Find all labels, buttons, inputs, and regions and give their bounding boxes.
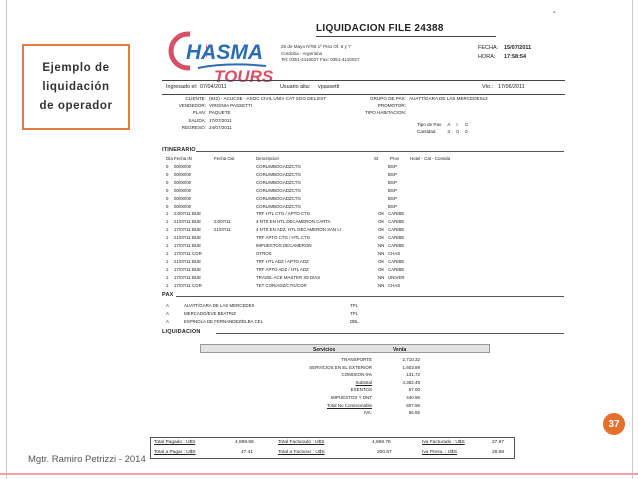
- liquidation-line-value: 440.96: [406, 395, 420, 400]
- fecha-label: FECHA:: [478, 45, 499, 51]
- pax-cell-code: TPL: [350, 311, 359, 316]
- pax-col-i: I: [456, 122, 458, 127]
- client-block: [162, 95, 326, 131]
- itinerary-cell-in: 00/00/00: [174, 164, 192, 169]
- itinerary-cell-in: 24/07/11 BUE: [174, 211, 202, 217]
- scan-speck: ▪: [553, 10, 556, 16]
- itinerary-cell-dia: 0: [166, 203, 169, 209]
- itinerary-cell-dia: 1: [166, 274, 169, 280]
- cantidad-label: Cantidad: [417, 129, 436, 134]
- itin-col-prov: Prov: [390, 156, 400, 161]
- liquidation-line-value: 56.55: [408, 410, 420, 416]
- itinerary-cell-prov: CARIBE: [388, 227, 405, 233]
- ingreso-bar: [162, 80, 565, 95]
- itinerary-cell-in: 17/07/11 COR: [174, 282, 202, 288]
- liquidation-line-value: 4,382.49: [402, 379, 420, 385]
- itinerary-cell-in: 17/07/11 COR: [174, 250, 202, 256]
- itinerary-cell-in: 21/07/11 BUE: [174, 258, 202, 264]
- itin-col-fecha-out: Fecha Out: [214, 156, 235, 161]
- liquidation-line-value: 2,710.32: [402, 357, 420, 362]
- itinerary-cell-in: 21/07/11 BUE: [174, 235, 202, 241]
- pax-cell-code: DBL: [350, 319, 359, 324]
- itinerary-cell-prov: UNIVER: [388, 274, 405, 280]
- total-a-facturar-value: 200.67: [377, 450, 392, 455]
- itinerary-cell-in: 21/07/11 BUE: [174, 219, 202, 225]
- pax-type-table: [414, 121, 471, 135]
- itinerary-cell-in: 00/00/00: [174, 179, 192, 185]
- pax-cell-tipo: A: [166, 319, 169, 324]
- itinerary-cell-in: 17/07/11 BUE: [174, 274, 202, 280]
- total-facturado-label: Total Facturado : U$S: [278, 440, 325, 445]
- itin-col-hotel: Hotel - Cat - Comida: [410, 156, 451, 161]
- itinerary-cell-dia: 0: [166, 187, 169, 193]
- date-block: [478, 44, 531, 62]
- itinerary-cell-desc: CORLIMBOGADZCTG: [256, 187, 301, 193]
- pax-label: PAX: [162, 292, 174, 298]
- itinerary-cell-in: 17/07/11 BUE: [174, 243, 202, 248]
- grupo-value: AUATT/GARA DE LAS MERCEDESx3: [409, 96, 488, 101]
- pax-val-a: 3: [447, 129, 450, 134]
- itinerary-cell-out: 24/07/11: [214, 219, 231, 225]
- pax-cell-name: ESPINOLA DE FERNANDEZ/ELBA CEL: [184, 319, 264, 324]
- liquidation-panel: [200, 344, 490, 424]
- ingresado-value: 07/04/2011: [200, 84, 227, 90]
- pax-val-c: 0: [464, 129, 468, 134]
- salida-value: 17/07/2011: [209, 117, 232, 123]
- itinerary-cell-desc: TRF APTO ADZ / HTL ADZ: [256, 266, 309, 272]
- cliente-value: (942) - ACUCSE - ASOC CIVIL UNIV CAT SGO DEL EST: [209, 96, 327, 101]
- itinerary-cell-desc: CORLIMBOGADZCTG: [256, 171, 301, 177]
- itinerary-cell-st: OK: [378, 266, 385, 272]
- liquidation-header: [200, 344, 490, 353]
- itinerary-cell-desc: TRF HTL ADZ / APTO ADZ: [256, 258, 309, 264]
- liquidation-line-label: TRANSPORTE: [341, 357, 372, 362]
- vendedor-label: VENDEDOR:: [178, 103, 206, 109]
- pax-col-c: C: [464, 122, 469, 127]
- itinerary-cell-st: OK: [378, 227, 385, 233]
- itinerary-cell-prov: CARIBE: [388, 211, 405, 217]
- itinerary-cell-st: OK: [378, 235, 385, 241]
- itin-col-st: St: [374, 156, 379, 161]
- usuario-value: vpassetti: [318, 84, 340, 90]
- itinerary-cell-dia: 0: [166, 164, 169, 169]
- itinerary-cell-prov: BSP: [388, 171, 397, 177]
- liquidation-line-value: 131.72: [406, 372, 420, 378]
- pax-cell-name: MERCADO/EVE BEATRIZ: [184, 311, 236, 316]
- total-facturado-value: 4,669.78: [372, 440, 391, 445]
- itinerary-cell-desc: TRF HTL CTG / APTO CTG: [256, 211, 311, 217]
- itinerary-cell-desc: TRAVEL ACE MASTER X9 DIAS: [256, 274, 321, 280]
- itinerary-cell-desc: TKT COR/ADZ/CTG/COR: [256, 282, 307, 288]
- itinerary-cell-prov: BSP: [388, 164, 397, 169]
- liquidation-line-label: EXENTOS: [350, 387, 372, 393]
- hora-label: HORA:: [478, 54, 496, 60]
- itinerary-cell-dia: 1: [166, 258, 169, 264]
- totals-box: [150, 437, 515, 459]
- regreso-value: 24/07/2011: [209, 124, 232, 130]
- itinerary-cell-prov: BSP: [388, 179, 397, 185]
- itinerary-cell-dia: 1: [166, 235, 169, 241]
- company-address: 25 de Mayo Nº66 1º Piso Of. 6 y 7 Cordoba - Argentina Tel: 0351-4110027 Fax: 0351-4110027: [281, 44, 360, 62]
- plan-label: PLAN:: [192, 110, 206, 116]
- liquidation-line-label: COMISION 0%: [341, 372, 372, 378]
- itinerary-cell-prov: CHAS: [388, 282, 401, 288]
- habitacion-label: TIPO HABITACION:: [364, 110, 406, 116]
- pax-cell-name: AUATT/GARA DE LAS MERCEDES: [184, 303, 255, 308]
- itinerary-cell-in: 00/00/00: [174, 171, 192, 177]
- itinerary-cell-desc: TRF APTO CTG / HTL CTG: [256, 235, 311, 241]
- itinerary-cell-prov: CARIBE: [388, 243, 405, 248]
- itinerario-label: ITINERARIO: [162, 147, 196, 153]
- liquidacion-rule: [216, 333, 564, 334]
- iva-facturado-label: Iva Facturado : U$S: [422, 440, 465, 445]
- vto-label: Vto.:: [482, 84, 494, 90]
- itinerary-cell-desc: CORLIMBOGADZCTG: [256, 203, 301, 209]
- itinerary-cell-prov: CARIBE: [388, 258, 405, 264]
- total-pagado-label: Total Pagado : U$S: [154, 440, 196, 445]
- itinerary-cell-dia: 0: [166, 195, 169, 201]
- liquidation-line-label: IMPUESTOS Y DNT: [330, 395, 372, 400]
- total-a-facturar-label: Total a Facturar : U$S: [278, 450, 325, 455]
- itinerary-cell-dia: 0: [166, 179, 169, 185]
- itinerary-cell-dia: 0: [166, 171, 169, 177]
- itinerary-cell-dia: 1: [166, 227, 169, 233]
- slide-bottom-line: [0, 473, 638, 475]
- tipo-pax-label: Tipo de Pax: [417, 122, 442, 127]
- itinerary-cell-st: NN: [378, 282, 385, 288]
- promotor-label: PROMOTOR:: [377, 103, 406, 109]
- slide-right-border: [632, 0, 633, 479]
- itinerary-cell-dia: 1: [166, 211, 169, 217]
- vto-value: 17/06/2011: [498, 84, 525, 90]
- itinerary-cell-desc: CORLIMBOGADZCTG: [256, 164, 301, 169]
- iva-presu-label: Iva Presu. : U$S: [422, 450, 457, 455]
- itinerary-cell-in: 00/00/00: [174, 195, 192, 201]
- itinerary-cell-out: 21/07/11: [214, 227, 231, 233]
- title-underline: [316, 36, 496, 37]
- iva-presu-value: 28.68: [492, 450, 505, 455]
- itinerary-cell-in: 00/00/00: [174, 203, 192, 209]
- itinerary-cell-dia: 1: [166, 282, 169, 288]
- itinerary-cell-dia: 1: [166, 266, 169, 272]
- liquidation-line-label: Subtotal: [355, 379, 372, 385]
- cliente-label: CLIENTE:: [185, 96, 206, 101]
- pax-cell-tipo: A: [166, 303, 169, 308]
- itinerary-cell-in: 17/07/11 BUE: [174, 227, 202, 233]
- venta-header: Venta: [393, 346, 407, 353]
- plan-value: PAQUETE: [209, 110, 231, 116]
- pax-cell-tipo: A: [166, 311, 169, 316]
- itin-col-dia: Día: [166, 156, 173, 161]
- itinerary-cell-desc: OTROS: [256, 250, 272, 256]
- ingresado-label: Ingresado el:: [166, 84, 198, 90]
- slide-left-border: [6, 0, 7, 479]
- liquidation-line-label: SERVICIOS EN EL EXTERIOR: [309, 364, 372, 370]
- slide-title: Ejemplo de liquidación de operador: [39, 61, 113, 112]
- itin-col-descripcion: Descripcion: [256, 156, 279, 161]
- itinerary-cell-st: NN: [378, 250, 385, 256]
- hora-value: 17:58:54: [504, 54, 527, 60]
- pax-val-i: 0: [456, 129, 459, 134]
- itinerary-cell-desc: 4 NTS EN ADZ, HTL DECAMERON SAN LI: [256, 227, 341, 233]
- itinerary-cell-st: OK: [378, 258, 385, 264]
- svg-text:HASMA: HASMA: [186, 41, 263, 64]
- liquidation-line-label: Total No Comisionable: [326, 402, 372, 408]
- svg-text:TOURS: TOURS: [214, 67, 274, 86]
- itinerary-cell-st: OK: [378, 219, 385, 225]
- total-a-pagar-value: 47.41: [241, 450, 254, 455]
- liquidation-line-value: 67.00: [408, 387, 420, 393]
- group-block: [356, 95, 488, 117]
- itinerary-cell-dia: 1: [166, 219, 169, 225]
- servicios-header: Servicios: [313, 346, 336, 353]
- pax-rule: [176, 296, 564, 297]
- itinerary-cell-prov: CARIBE: [388, 266, 405, 272]
- liquidation-line-value: 1,603.89: [402, 364, 420, 370]
- pax-col-a: A: [447, 122, 451, 127]
- itinerary-cell-desc: 3 NTS EN HTL DECAMERON CARTA: [256, 219, 331, 225]
- itinerary-cell-prov: CARIBE: [388, 219, 405, 225]
- itinerary-cell-prov: BSP: [388, 187, 397, 193]
- itinerary-cell-st: NN: [378, 274, 385, 280]
- itinerary-cell-prov: CARIBE: [388, 235, 405, 241]
- itinerary-cell-prov: BSP: [388, 195, 397, 201]
- itinerary-cell-desc: CORLIMBOGADZCTG: [256, 195, 301, 201]
- itinerary-cell-desc: CORLIMBOGADZCTG: [256, 179, 301, 185]
- slide-title-box: [22, 44, 130, 130]
- itinerary-cell-prov: CHAS: [388, 250, 401, 256]
- itinerary-cell-st: NN: [378, 243, 385, 248]
- itinerary-cell-prov: BSP: [388, 203, 397, 209]
- itinerary-cell-in: 17/07/11 BUE: [174, 266, 202, 272]
- liquidacion-label: LIQUIDACION: [162, 329, 201, 335]
- total-a-pagar-label: Total a Pagar : U$S: [154, 450, 196, 455]
- iva-facturado-value: 27.87: [492, 440, 505, 445]
- scanned-liquidation-document: [154, 6, 570, 472]
- chasma-tours-logo: [168, 18, 276, 88]
- regreso-label: REGRESO:: [181, 124, 206, 130]
- liquidation-line-label: IVA:: [363, 410, 372, 416]
- fecha-value: 15/07/2011: [504, 45, 532, 51]
- liquidation-line-value: 507.96: [406, 402, 420, 408]
- itinerary-cell-desc: IMPUESTOS DECAMERON: [256, 243, 312, 248]
- itinerary-cell-dia: 1: [166, 243, 169, 248]
- slide-author: Mgtr. Ramiro Petrizzi - 2014: [28, 454, 146, 465]
- document-title: LIQUIDACION FILE 24388: [316, 23, 444, 34]
- itinerario-rule: [196, 151, 564, 152]
- itinerary-cell-in: 00/00/00: [174, 187, 192, 193]
- itin-col-fecha-in: Fecha IN: [174, 156, 192, 161]
- usuario-label: Usuario alta:: [280, 84, 311, 90]
- page-number-badge: 37: [603, 413, 625, 435]
- pax-cell-code: TPL: [350, 303, 359, 308]
- salida-label: SALIDA:: [188, 117, 206, 123]
- vendedor-value: VIRGINIA PASSETTI: [209, 103, 253, 109]
- total-pagado-value: 4,899.59: [235, 440, 254, 445]
- itinerary-cell-dia: 1: [166, 250, 169, 256]
- grupo-label: GRUPO DE PAX:: [370, 96, 406, 101]
- itinerary-cell-st: OK: [378, 211, 385, 217]
